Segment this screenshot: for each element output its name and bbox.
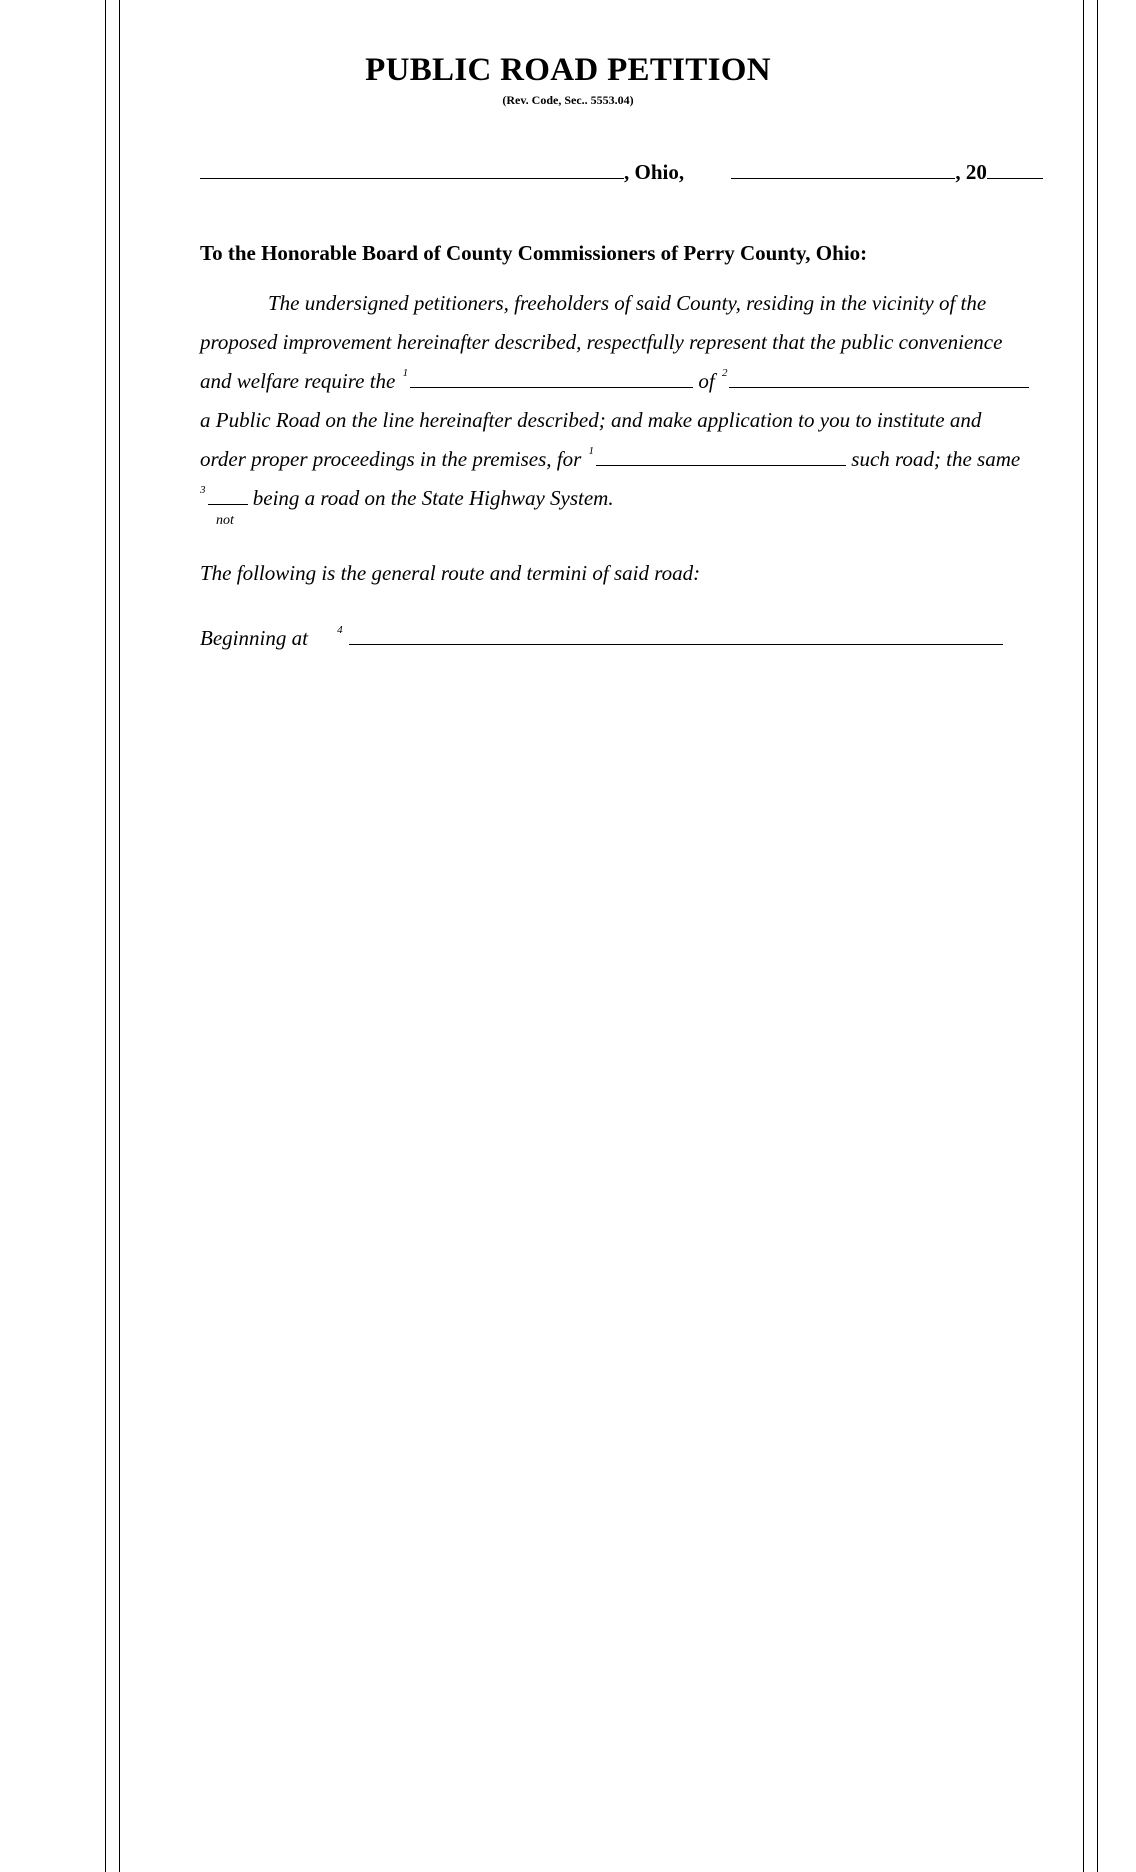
paragraph-line-4: a Public Road on the line hereinafter described; and make application to you to institute and: [200, 408, 982, 432]
date-blank[interactable]: [731, 177, 955, 179]
line5-text: order proper proceedings in the premises, for: [200, 447, 582, 471]
highway-status-blank[interactable]: [208, 503, 248, 505]
document-subtitle: (Rev. Code, Sec.. 5553.04): [502, 93, 634, 107]
paragraph-line-1: The undersigned petitioners, freeholders of said County, residing in the vicinity of the: [268, 291, 987, 315]
action-blank[interactable]: [596, 464, 846, 466]
improvement-type-blank[interactable]: [410, 386, 693, 388]
road-description-blank[interactable]: [729, 386, 1029, 388]
line6-text: being a road on the State Highway System.: [252, 486, 614, 510]
footnote-marker-4: 4: [337, 624, 343, 636]
paragraph-line-2: proposed improvement hereinafter described, respectfully represent that the public convenience: [200, 330, 1003, 354]
paragraph-line-5: [200, 447, 1020, 472]
ohio-label: , Ohio,: [624, 160, 685, 184]
paragraph-line-3: [200, 369, 1029, 394]
right-margin-rule-outer: [1097, 0, 1098, 1872]
footnote-marker-2: 2: [721, 367, 728, 379]
location-blank[interactable]: [200, 177, 624, 179]
right-margin-rule-inner: [1083, 0, 1084, 1872]
beginning-blank[interactable]: [349, 643, 1003, 645]
not-annotation: not: [216, 513, 234, 528]
of-label: of: [698, 369, 715, 393]
beginning-label: Beginning at: [200, 626, 308, 650]
line3-text: and welfare require the: [200, 369, 396, 393]
year-label: , 20: [955, 160, 987, 184]
beginning-line: [200, 626, 1003, 651]
left-margin-rule-outer: [105, 0, 106, 1872]
paragraph-line-6: [200, 486, 614, 511]
date-line: [200, 160, 1043, 185]
footnote-marker-1: 1: [402, 367, 409, 379]
route-intro: The following is the general route and termini of said road:: [200, 561, 701, 585]
left-margin-rule-inner: [119, 0, 120, 1872]
footnote-marker-1b: 1: [588, 445, 595, 457]
line5-suffix: such road; the same: [851, 447, 1021, 471]
addressee: To the Honorable Board of County Commissioners of Perry County, Ohio:: [200, 241, 868, 265]
year-blank[interactable]: [987, 177, 1043, 179]
footnote-marker-3: 3: [200, 484, 206, 496]
document-title: PUBLIC ROAD PETITION: [365, 52, 771, 88]
